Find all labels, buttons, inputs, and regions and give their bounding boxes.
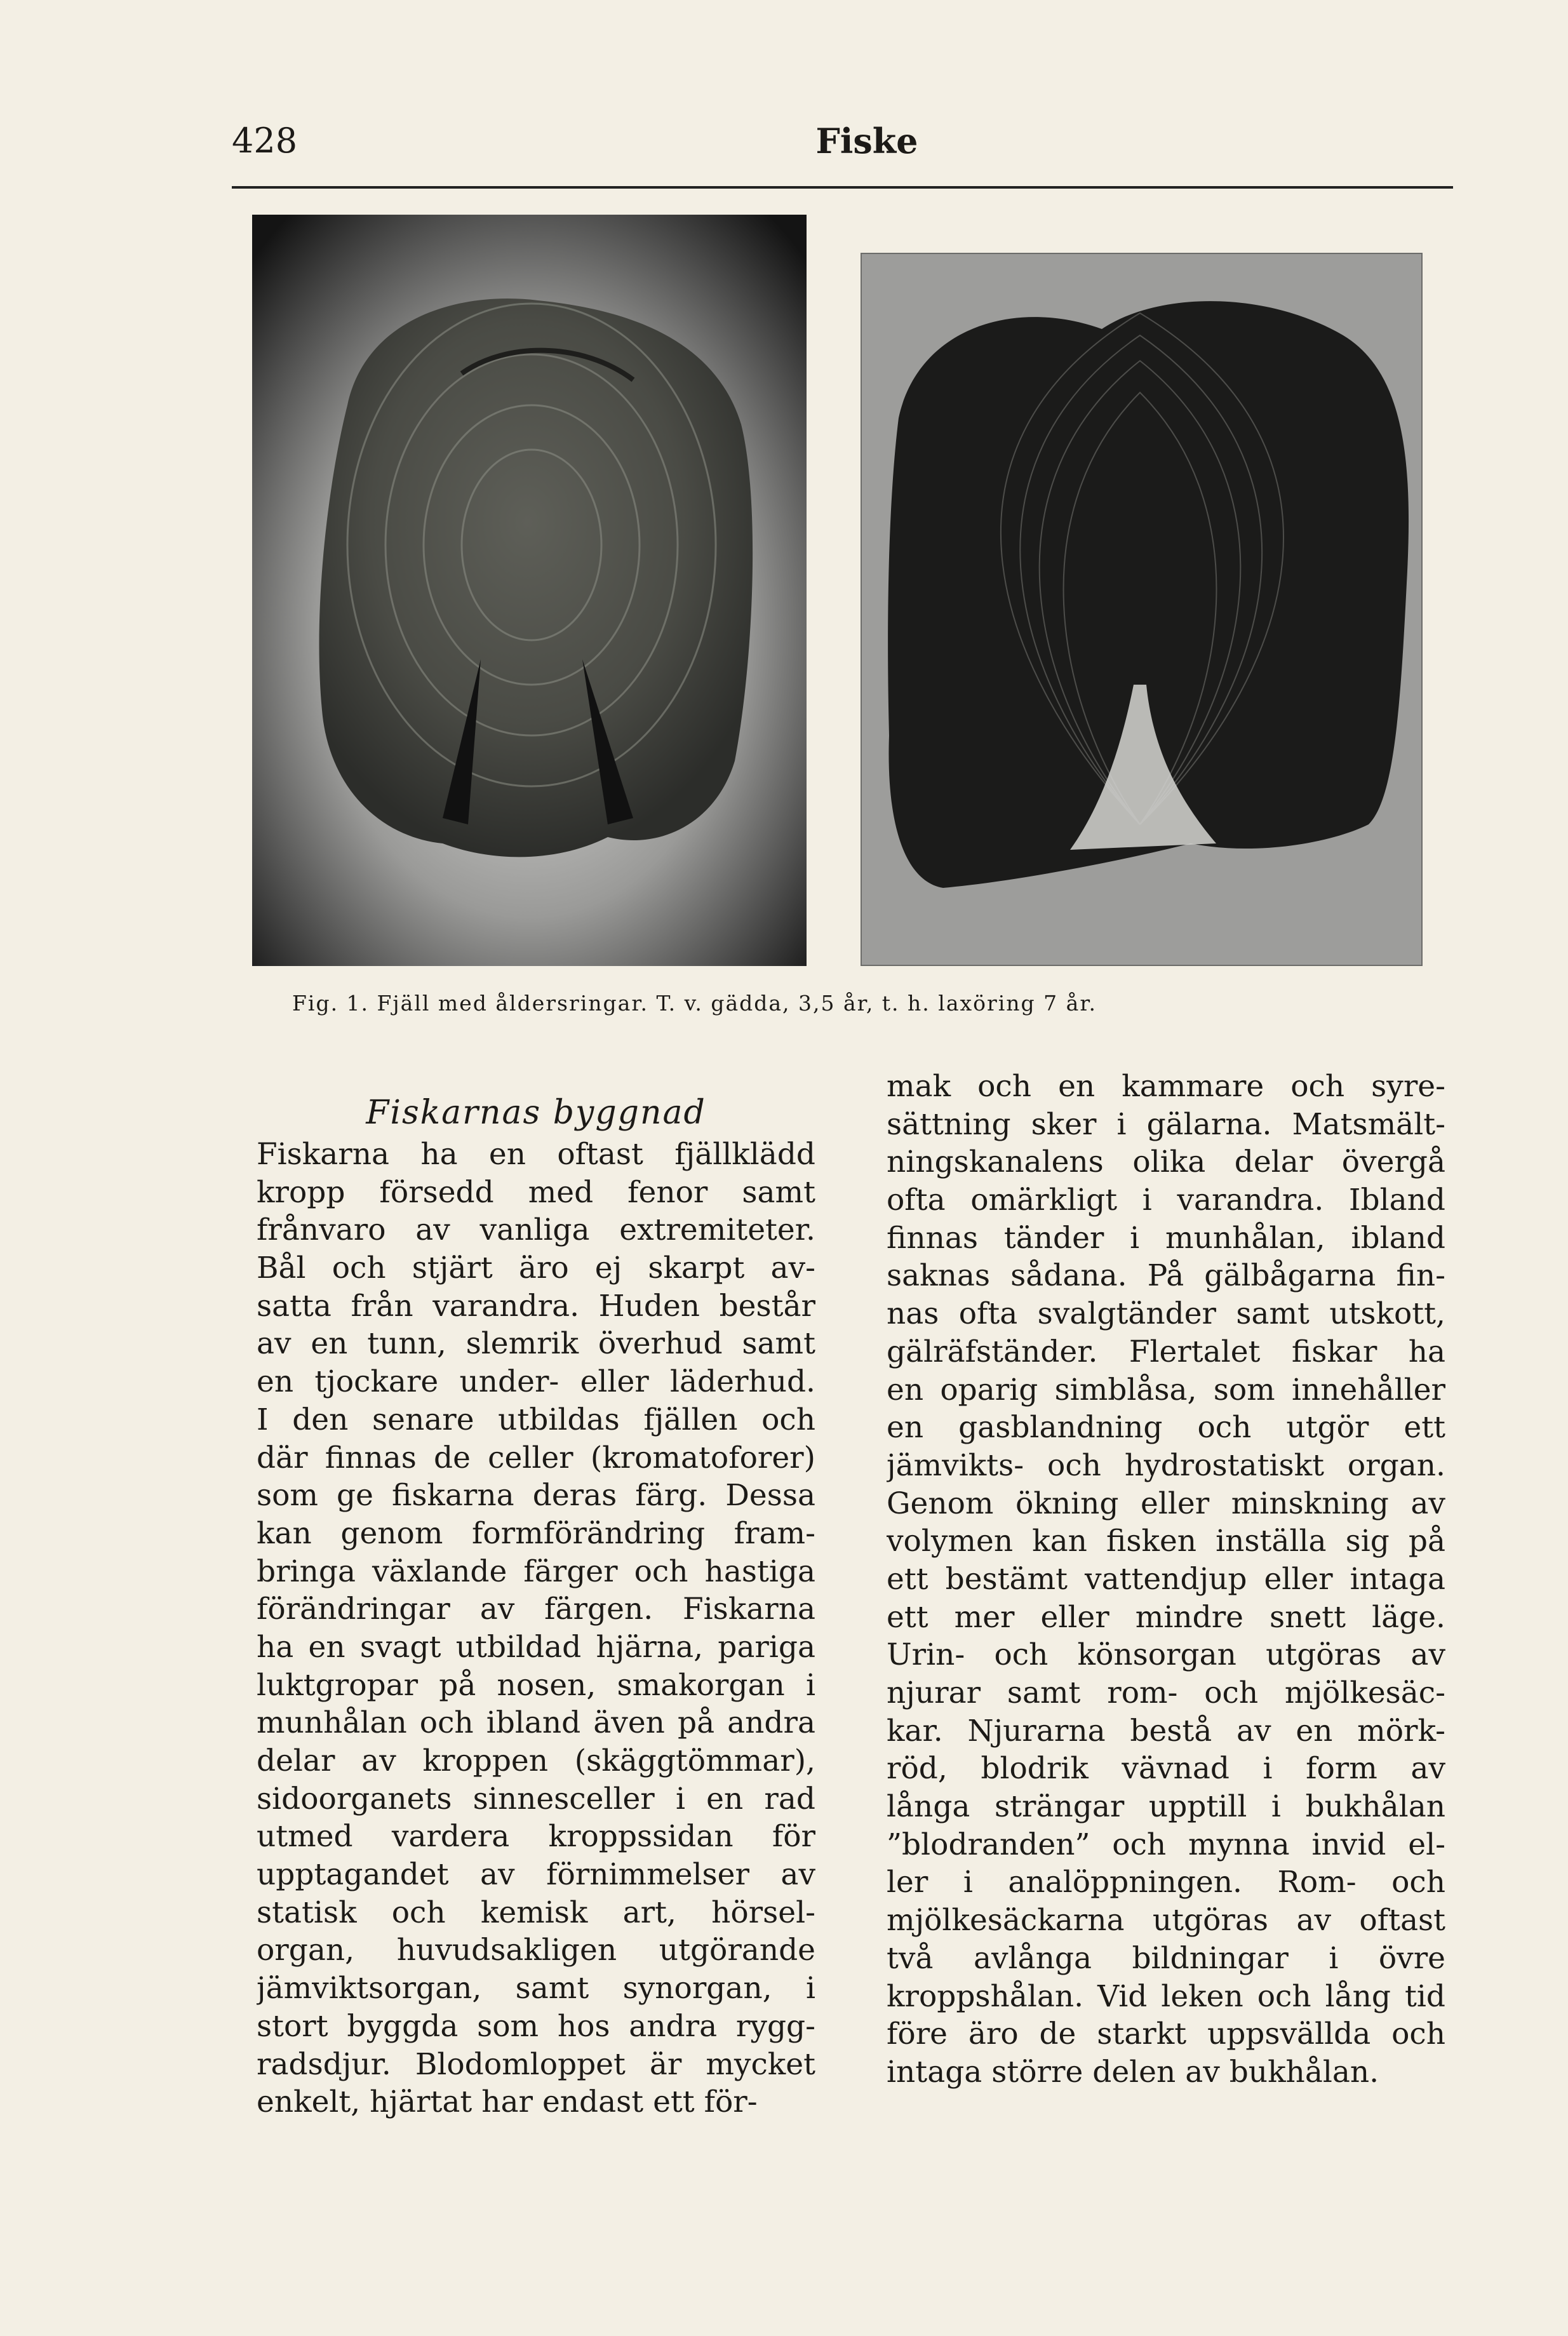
text-line: mak och en kammare och syre- xyxy=(887,1069,1445,1104)
running-title: Fiske xyxy=(815,121,918,161)
text-line: Fiskarna ha en oftast fjällklädd xyxy=(257,1137,815,1172)
text-line: långa strängar upptill i bukhålan xyxy=(887,1789,1445,1825)
right-column-text xyxy=(887,1068,1445,2091)
left-column xyxy=(257,1094,815,2121)
text-line: enkelt, hjärtat har endast ett för- xyxy=(257,2084,758,2120)
text-line: röd, blodrik vävnad i form av xyxy=(887,1751,1445,1787)
text-line: munhålan och ibland även på andra xyxy=(257,1705,815,1741)
text-line: kar. Njurarna bestå av en mörk- xyxy=(887,1713,1445,1749)
text-line: mjölkesäckarna utgöras av oftast xyxy=(887,1903,1445,1938)
text-line: en gasblandning och utgör ett xyxy=(887,1410,1445,1446)
text-line: satta från varandra. Huden består xyxy=(257,1288,815,1324)
text-line: som ge fiskarna deras färg. Dessa xyxy=(257,1478,815,1514)
text-line: luktgropar på nosen, smakorgan i xyxy=(257,1667,815,1703)
fish-scale-photo-salmon xyxy=(861,253,1423,966)
text-line: bringa växlande färger och hastiga xyxy=(257,1554,815,1589)
text-line: radsdjur. Blodomloppet är mycket xyxy=(257,2046,815,2082)
text-line: delar av kroppen (skäggtömmar), xyxy=(257,1743,815,1778)
text-line: kroppshålan. Vid leken och lång tid xyxy=(887,1978,1445,2014)
text-line: sättning sker i gälarna. Matsmält- xyxy=(887,1106,1445,1142)
text-line: Genom ökning eller minskning av xyxy=(887,1486,1445,1521)
text-line: ofta omärkligt i varandra. Ibland xyxy=(887,1183,1445,1218)
figure-caption: Fig. 1. Fjäll med åldersringar. T. v. gädda, 3,5 år, t. h. laxöring 7 år. xyxy=(292,991,1097,1016)
text-line: statisk och kemisk art, hörsel- xyxy=(257,1895,815,1930)
running-head xyxy=(232,121,1451,171)
text-line: jämviktsorgan, samt synorgan, i xyxy=(257,1971,815,2006)
text-line: där finnas de celler (kromatoforer) xyxy=(257,1440,815,1475)
text-line: volymen kan fisken inställa sig på xyxy=(887,1524,1445,1559)
text-line: stort byggda som hos andra rygg- xyxy=(257,2008,815,2044)
text-line: en tjockare under- eller läderhud. xyxy=(257,1364,815,1400)
text-line: ett bestämt vattendjup eller intaga xyxy=(887,1561,1445,1597)
text-line: förändringar av färgen. Fiskarna xyxy=(257,1592,815,1627)
section-heading: Fiskarnas byggnad xyxy=(366,1094,706,1132)
text-line: ningskanalens olika delar övergå xyxy=(887,1145,1445,1180)
page-number: 428 xyxy=(232,121,298,161)
text-line: ett mer eller mindre snett läge. xyxy=(887,1599,1445,1635)
text-line: en oparig simblåsa, som innehåller xyxy=(887,1372,1445,1407)
text-line: ha en svagt utbildad hjärna, pariga xyxy=(257,1629,815,1665)
header-rule xyxy=(232,186,1453,189)
text-line: ler i analöppningen. Rom- och xyxy=(887,1865,1445,1900)
text-line: gälräfständer. Flertalet fiskar ha xyxy=(887,1334,1445,1369)
text-line: frånvaro av vanliga extremiteter. xyxy=(257,1212,815,1248)
text-line: I den senare utbildas fjällen och xyxy=(257,1402,815,1437)
left-column-text xyxy=(257,1136,815,2121)
text-line: nas ofta svalgtänder samt utskott, xyxy=(887,1296,1445,1332)
text-line: saknas sådana. På gälbågarna fin- xyxy=(887,1258,1445,1294)
text-line: njurar samt rom- och mjölkesäc- xyxy=(887,1675,1445,1710)
text-line: två avlånga bildningar i övre xyxy=(887,1940,1445,1976)
text-line: av en tunn, slemrik överhud samt xyxy=(257,1326,815,1362)
fish-scale-photo-pike xyxy=(252,215,807,966)
text-line: kropp försedd med fenor samt xyxy=(257,1174,815,1210)
right-column xyxy=(887,1068,1445,2091)
text-line: finnas tänder i munhålan, ibland xyxy=(887,1220,1445,1256)
text-line: upptagandet av förnimmelser av xyxy=(257,1857,815,1893)
text-line: jämvikts- och hydrostatiskt organ. xyxy=(887,1447,1445,1483)
text-line: utmed vardera kroppssidan för xyxy=(257,1819,815,1855)
text-line: kan genom formförändring fram- xyxy=(257,1515,815,1551)
text-line: sidoorganets sinnesceller i en rad xyxy=(257,1781,815,1816)
text-line: intaga större delen av bukhålan. xyxy=(887,2054,1379,2090)
text-line: Urin- och könsorgan utgöras av xyxy=(887,1637,1445,1673)
text-line: före äro de starkt uppsvällda och xyxy=(887,2017,1445,2052)
text-line: ”blodranden” och mynna invid el- xyxy=(887,1827,1445,1862)
text-line: organ, huvudsakligen utgörande xyxy=(257,1933,815,1968)
text-line: Bål och stjärt äro ej skarpt av- xyxy=(257,1251,815,1286)
